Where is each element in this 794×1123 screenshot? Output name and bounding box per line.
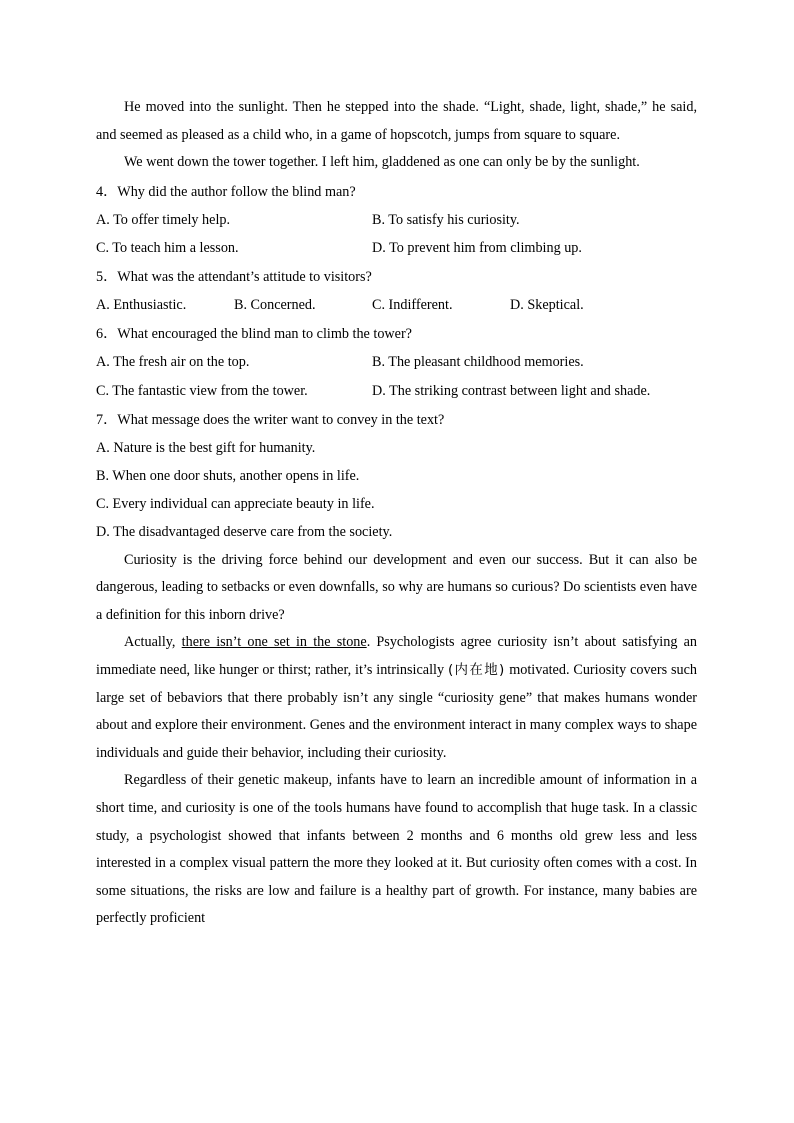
- option-c: C. Indifferent.: [372, 297, 453, 314]
- passage-paragraph-2: [96, 629, 697, 767]
- option-c: C. To teach him a lesson.: [96, 239, 239, 256]
- option-a: A. Nature is the best gift for humanity.: [96, 439, 316, 456]
- question-number: 4．: [96, 183, 118, 200]
- option-row: [96, 234, 697, 262]
- option-d: D. The disadvantaged deserve care from the society.: [96, 524, 393, 541]
- question-number: 6．: [96, 326, 118, 343]
- paragraph-text: . Psychologists agree curiosity isn’t about satisfying an immediate need, like hunger or thirst; rather, it’s intrinsically: [96, 634, 697, 678]
- option-a: A. The fresh air on the top.: [96, 354, 250, 371]
- option-d: D. Skeptical.: [510, 297, 584, 314]
- option-row: [96, 377, 697, 405]
- option-d: D. To prevent him from climbing up.: [372, 239, 582, 256]
- option-b: B. The pleasant childhood memories.: [372, 354, 584, 371]
- passage-paragraph-1: Curiosity is the driving force behind our development and even our success. But it can also be dangerous, leading to setbacks or even downfalls, so why are humans so curious? Do scientists even have a definition for this inborn drive?: [96, 551, 697, 623]
- question-stem: What encouraged the blind man to climb the tower?: [117, 326, 412, 343]
- option-b: B. When one door shuts, another opens in life.: [96, 468, 360, 484]
- option-row: [96, 348, 697, 376]
- option-c: C. The fantastic view from the tower.: [96, 382, 308, 399]
- question-7: [96, 406, 697, 434]
- option-row: [96, 206, 697, 234]
- option-d: D. The striking contrast between light and shade.: [372, 382, 651, 399]
- question-stem: Why did the author follow the blind man?: [117, 183, 356, 200]
- question-stem: What was the attendant’s attitude to visitors?: [117, 269, 372, 286]
- question-5: [96, 263, 697, 291]
- option-b: B. To satisfy his curiosity.: [372, 211, 520, 228]
- question-number: 7．: [96, 411, 118, 428]
- question-4: [96, 178, 697, 206]
- page-body: [96, 94, 697, 933]
- question-stem: What message does the writer want to convey in the text?: [117, 411, 445, 428]
- option-a: A. To offer timely help.: [96, 211, 231, 228]
- story-paragraph-1: He moved into the sunlight. Then he stepped into the shade. “Light, shade, light, shade,” he said, and seemed as pleased as a child who, in a game of hopscotch, jumps from square to square.: [96, 99, 697, 143]
- paragraph-text: Actually,: [124, 634, 182, 651]
- question-number: 5．: [96, 269, 118, 286]
- option-c: C. Every individual can appreciate beauty in life.: [96, 496, 375, 513]
- story-paragraph-2: We went down the tower together. I left him, gladdened as one can only be by the sunlight.: [124, 154, 640, 171]
- underlined-phrase: there isn’t one set in the stone: [181, 634, 367, 651]
- paragraph-text: motivated. Curiosity covers such large set of bebaviors that there probably isn’t any single “curiosity gene” that makes humans wonder about and explore their environment. Genes and the environment interact in many complex ways to shape individuals and guide their behavior, including their curiosity.: [96, 661, 697, 761]
- option-b: B. Concerned.: [234, 297, 316, 314]
- option-row: [96, 291, 697, 319]
- option-a: A. Enthusiastic.: [96, 297, 187, 314]
- question-6: [96, 320, 697, 348]
- passage-paragraph-3: Regardless of their genetic makeup, infants have to learn an incredible amount of information in a short time, and curiosity is one of the tools humans have found to accomplish that huge task. In a classic study, a psychologist showed that infants between 2 months and 6 months old grew less and less interested in a complex visual pattern the more they looked at it. But curiosity often comes with a cost. In some situations, the risks are low and failure is a healthy part of growth. For instance, many babies are perfectly proficient: [96, 772, 697, 927]
- chinese-gloss: (内在地): [447, 661, 506, 678]
